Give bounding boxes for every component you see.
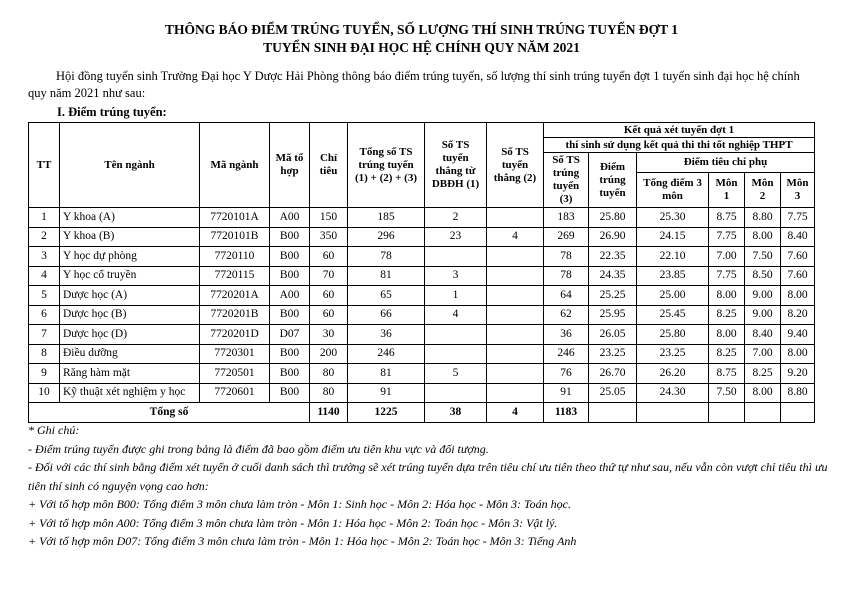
header-mon-1: Môn 1 [709,173,745,208]
cell-ten-nganh: Y học cổ truyền [60,266,200,286]
cell-diem-trung-tuyen: 26.70 [589,364,637,384]
cell-ma-nganh: 7720101A [200,208,270,228]
table-row [29,325,815,345]
cell-mon-1: 8.75 [709,208,745,228]
cell-tong-so: 66 [348,305,425,325]
cell-chi-tieu: 60 [310,305,348,325]
cell-tt: 7 [29,325,60,345]
cell-tt: 1 [29,208,60,228]
cell-tong-so: 246 [348,344,425,364]
total-empty-2 [637,403,709,423]
total-row [29,403,815,423]
cell-thang-dbdh: 3 [425,266,487,286]
cell-mon-2: 7.50 [745,247,781,267]
cell-ma-nganh: 7720601 [200,383,270,403]
header-ten-nganh: Tên ngành [60,123,200,208]
cell-chi-tieu: 60 [310,247,348,267]
cell-mon-2: 7.00 [745,344,781,364]
cell-mon-1: 8.75 [709,364,745,384]
header-mon-3: Môn 3 [781,173,815,208]
cell-chi-tieu: 350 [310,227,348,247]
cell-tt: 9 [29,364,60,384]
cell-ma-to-hop: B00 [270,364,310,384]
cell-ma-nganh: 7720110 [200,247,270,267]
header-ma-to-hop: Mã tổ hợp [270,123,310,208]
cell-tong-diem-3-mon: 24.15 [637,227,709,247]
cell-so-ts: 246 [544,344,589,364]
cell-thang-dbdh [425,325,487,345]
cell-chi-tieu: 200 [310,344,348,364]
cell-tong-diem-3-mon: 25.00 [637,286,709,306]
cell-thang-dbdh: 1 [425,286,487,306]
cell-mon-1: 8.25 [709,305,745,325]
admission-score-table [28,122,815,423]
cell-thang-dbdh: 4 [425,305,487,325]
cell-mon-1: 7.75 [709,266,745,286]
header-tuyen-thang: Số TS tuyển thẳng (2) [487,123,544,208]
total-tong: 1225 [348,403,425,423]
cell-so-ts: 183 [544,208,589,228]
cell-ten-nganh: Răng hàm mặt [60,364,200,384]
cell-so-ts: 78 [544,266,589,286]
table-row [29,266,815,286]
cell-diem-trung-tuyen: 24.35 [589,266,637,286]
cell-mon-3: 7.60 [781,247,815,267]
header-diem-trung-tuyen: Điểm trúng tuyển [589,153,637,208]
cell-tt: 5 [29,286,60,306]
cell-diem-trung-tuyen: 26.90 [589,227,637,247]
cell-ma-to-hop: B00 [270,344,310,364]
cell-thang-dbdh [425,344,487,364]
cell-diem-trung-tuyen: 26.05 [589,325,637,345]
total-label: Tổng số [29,403,310,423]
cell-thang-dbdh [425,247,487,267]
cell-tt: 8 [29,344,60,364]
cell-tuyen-thang [487,344,544,364]
cell-mon-3: 7.75 [781,208,815,228]
total-dbdh: 38 [425,403,487,423]
cell-ma-to-hop: B00 [270,305,310,325]
cell-tong-so: 78 [348,247,425,267]
cell-tong-diem-3-mon: 25.45 [637,305,709,325]
cell-ma-nganh: 7720101B [200,227,270,247]
cell-mon-3: 9.20 [781,364,815,384]
cell-tuyen-thang [487,305,544,325]
cell-tuyen-thang: 4 [487,227,544,247]
cell-ten-nganh: Kỹ thuật xét nghiệm y học [60,383,200,403]
cell-tong-so: 296 [348,227,425,247]
document-title-line1: THÔNG BÁO ĐIỂM TRÚNG TUYỂN, SỐ LƯỢNG THÍ SINH TRÚNG TUYỂN ĐỢT 1 [165,22,678,37]
cell-mon-2: 9.00 [745,286,781,306]
cell-ten-nganh: Y khoa (A) [60,208,200,228]
cell-mon-1: 8.00 [709,325,745,345]
total-chi-tieu: 1140 [310,403,348,423]
cell-diem-trung-tuyen: 25.05 [589,383,637,403]
note-heading: * Ghi chú: [28,423,80,437]
cell-ten-nganh: Y khoa (B) [60,227,200,247]
cell-tong-so: 65 [348,286,425,306]
cell-diem-trung-tuyen: 23.25 [589,344,637,364]
cell-tong-diem-3-mon: 23.85 [637,266,709,286]
header-mon-2: Môn 2 [745,173,781,208]
cell-diem-trung-tuyen: 25.95 [589,305,637,325]
cell-diem-trung-tuyen: 25.25 [589,286,637,306]
table-row [29,286,815,306]
cell-mon-2: 8.00 [745,227,781,247]
cell-tong-diem-3-mon: 25.30 [637,208,709,228]
cell-chi-tieu: 60 [310,286,348,306]
cell-ma-nganh: 7720115 [200,266,270,286]
cell-ma-to-hop: B00 [270,227,310,247]
cell-mon-3: 8.00 [781,344,815,364]
table-row [29,305,815,325]
cell-tuyen-thang [487,364,544,384]
cell-ma-to-hop: A00 [270,286,310,306]
cell-ten-nganh: Y học dự phòng [60,247,200,267]
cell-tt: 4 [29,266,60,286]
cell-mon-1: 8.25 [709,344,745,364]
cell-ma-nganh: 7720301 [200,344,270,364]
table-body [29,208,815,403]
table-row [29,383,815,403]
cell-tong-diem-3-mon: 22.10 [637,247,709,267]
cell-tt: 10 [29,383,60,403]
cell-so-ts: 76 [544,364,589,384]
cell-thang-dbdh [425,383,487,403]
cell-diem-trung-tuyen: 25.80 [589,208,637,228]
cell-ma-nganh: 7720201D [200,325,270,345]
cell-tuyen-thang [487,208,544,228]
header-ket-qua: Kết quả xét tuyển đợt 1 [544,123,815,138]
cell-tuyen-thang [487,266,544,286]
cell-mon-3: 8.20 [781,305,815,325]
cell-tuyen-thang [487,325,544,345]
cell-mon-2: 8.25 [745,364,781,384]
header-tong-so: Tổng số TS trúng tuyển (1) + (2) + (3) [348,123,425,208]
cell-tong-diem-3-mon: 24.30 [637,383,709,403]
table-row [29,227,815,247]
cell-mon-1: 7.00 [709,247,745,267]
total-empty-4 [745,403,781,423]
cell-so-ts: 78 [544,247,589,267]
table-row [29,247,815,267]
cell-ten-nganh: Điều dưỡng [60,344,200,364]
cell-ten-nganh: Dược học (B) [60,305,200,325]
cell-mon-2: 8.50 [745,266,781,286]
cell-tong-diem-3-mon: 25.80 [637,325,709,345]
total-thang: 4 [487,403,544,423]
header-thang-dbdh: Số TS tuyển thẳng từ DBĐH (1) [425,123,487,208]
note-item: + Với tổ hợp môn B00: Tổng điểm 3 môn chưa làm tròn - Môn 1: Sinh học - Môn 2: Hóa học - Môn 3: Toán học. [28,497,571,511]
header-ma-nganh: Mã ngành [200,123,270,208]
cell-tong-so: 81 [348,364,425,384]
cell-ten-nganh: Dược học (D) [60,325,200,345]
cell-ten-nganh: Dược học (A) [60,286,200,306]
cell-so-ts: 64 [544,286,589,306]
cell-chi-tieu: 150 [310,208,348,228]
cell-ma-nganh: 7720201B [200,305,270,325]
cell-mon-2: 8.00 [745,383,781,403]
table-row [29,364,815,384]
cell-mon-1: 8.00 [709,286,745,306]
header-diem-tieu-chi-phu: Điểm tiêu chí phụ [637,153,815,173]
cell-tong-so: 91 [348,383,425,403]
cell-mon-3: 8.40 [781,227,815,247]
table-row [29,208,815,228]
total-empty-3 [709,403,745,423]
cell-thang-dbdh: 5 [425,364,487,384]
cell-tong-diem-3-mon: 23.25 [637,344,709,364]
cell-tong-diem-3-mon: 26.20 [637,364,709,384]
cell-mon-2: 9.00 [745,305,781,325]
cell-tuyen-thang [487,383,544,403]
cell-ma-to-hop: B00 [270,247,310,267]
cell-chi-tieu: 80 [310,383,348,403]
note-item: - Điểm trúng tuyển được ghi trong bảng là điểm đã bao gồm điểm ưu tiên khu vực và đối tượng. [28,441,489,456]
cell-chi-tieu: 80 [310,364,348,384]
notes-section [28,421,828,551]
intro-paragraph: Hội đồng tuyển sinh Trường Đại học Y Dược Hải Phòng thông báo điểm trúng tuyển, số lượng thí sinh trúng tuyển đợt 1 tuyển sinh đại học hệ chính quy năm 2021 như sau: [28,69,800,100]
cell-tong-so: 81 [348,266,425,286]
cell-so-ts: 269 [544,227,589,247]
header-chi-tieu: Chỉ tiêu [310,123,348,208]
cell-ma-to-hop: A00 [270,208,310,228]
header-so-ts-trung-tuyen: Số TS trúng tuyển (3) [544,153,589,208]
note-item: - Đối với các thí sinh bằng điểm xét tuyển ở cuối danh sách thì trường sẽ xét trúng tuyển dựa trên tiêu chí ưu tiên theo thứ tự như sau, nếu vẫn còn vượt chỉ tiêu thì ưu tiên thí sinh có nguyện vọng cao hơn: [28,460,828,493]
cell-so-ts: 36 [544,325,589,345]
header-tong-diem-3-mon: Tổng điểm 3 môn [637,173,709,208]
cell-mon-2: 8.40 [745,325,781,345]
cell-ma-to-hop: B00 [270,266,310,286]
cell-mon-1: 7.50 [709,383,745,403]
cell-so-ts: 62 [544,305,589,325]
document-title-line2: TUYỂN SINH ĐẠI HỌC HỆ CHÍNH QUY NĂM 2021 [263,40,580,55]
header-tt: TT [29,123,60,208]
cell-ma-to-hop: B00 [270,383,310,403]
cell-chi-tieu: 70 [310,266,348,286]
cell-tuyen-thang [487,247,544,267]
cell-mon-3: 8.80 [781,383,815,403]
header-ket-qua-sub: thí sinh sử dụng kết quả thi thi tốt nghiệp THPT [544,138,815,153]
total-empty-1 [589,403,637,423]
cell-thang-dbdh: 2 [425,208,487,228]
cell-tuyen-thang [487,286,544,306]
cell-ma-nganh: 7720201A [200,286,270,306]
cell-tt: 2 [29,227,60,247]
cell-so-ts: 91 [544,383,589,403]
cell-diem-trung-tuyen: 22.35 [589,247,637,267]
cell-chi-tieu: 30 [310,325,348,345]
note-item: + Với tổ hợp môn D07: Tổng điểm 3 môn chưa làm tròn - Môn 1: Hóa học - Môn 2: Toán học - Môn 3: Tiếng Anh [28,534,577,548]
cell-tt: 6 [29,305,60,325]
cell-mon-3: 8.00 [781,286,815,306]
cell-mon-1: 7.75 [709,227,745,247]
cell-ma-to-hop: D07 [270,325,310,345]
cell-tong-so: 36 [348,325,425,345]
cell-mon-3: 7.60 [781,266,815,286]
cell-mon-2: 8.80 [745,208,781,228]
table-row [29,344,815,364]
cell-thang-dbdh: 23 [425,227,487,247]
section-title: I. Điểm trúng tuyển: [57,105,167,119]
note-item: + Với tổ hợp môn A00: Tổng điểm 3 môn chưa làm tròn - Môn 1: Hóa học - Môn 2: Toán học - Môn 3: Vật lý. [28,515,558,530]
total-so-ts: 1183 [544,403,589,423]
cell-mon-3: 9.40 [781,325,815,345]
total-empty-5 [781,403,815,423]
cell-tt: 3 [29,247,60,267]
cell-tong-so: 185 [348,208,425,228]
cell-ma-nganh: 7720501 [200,364,270,384]
